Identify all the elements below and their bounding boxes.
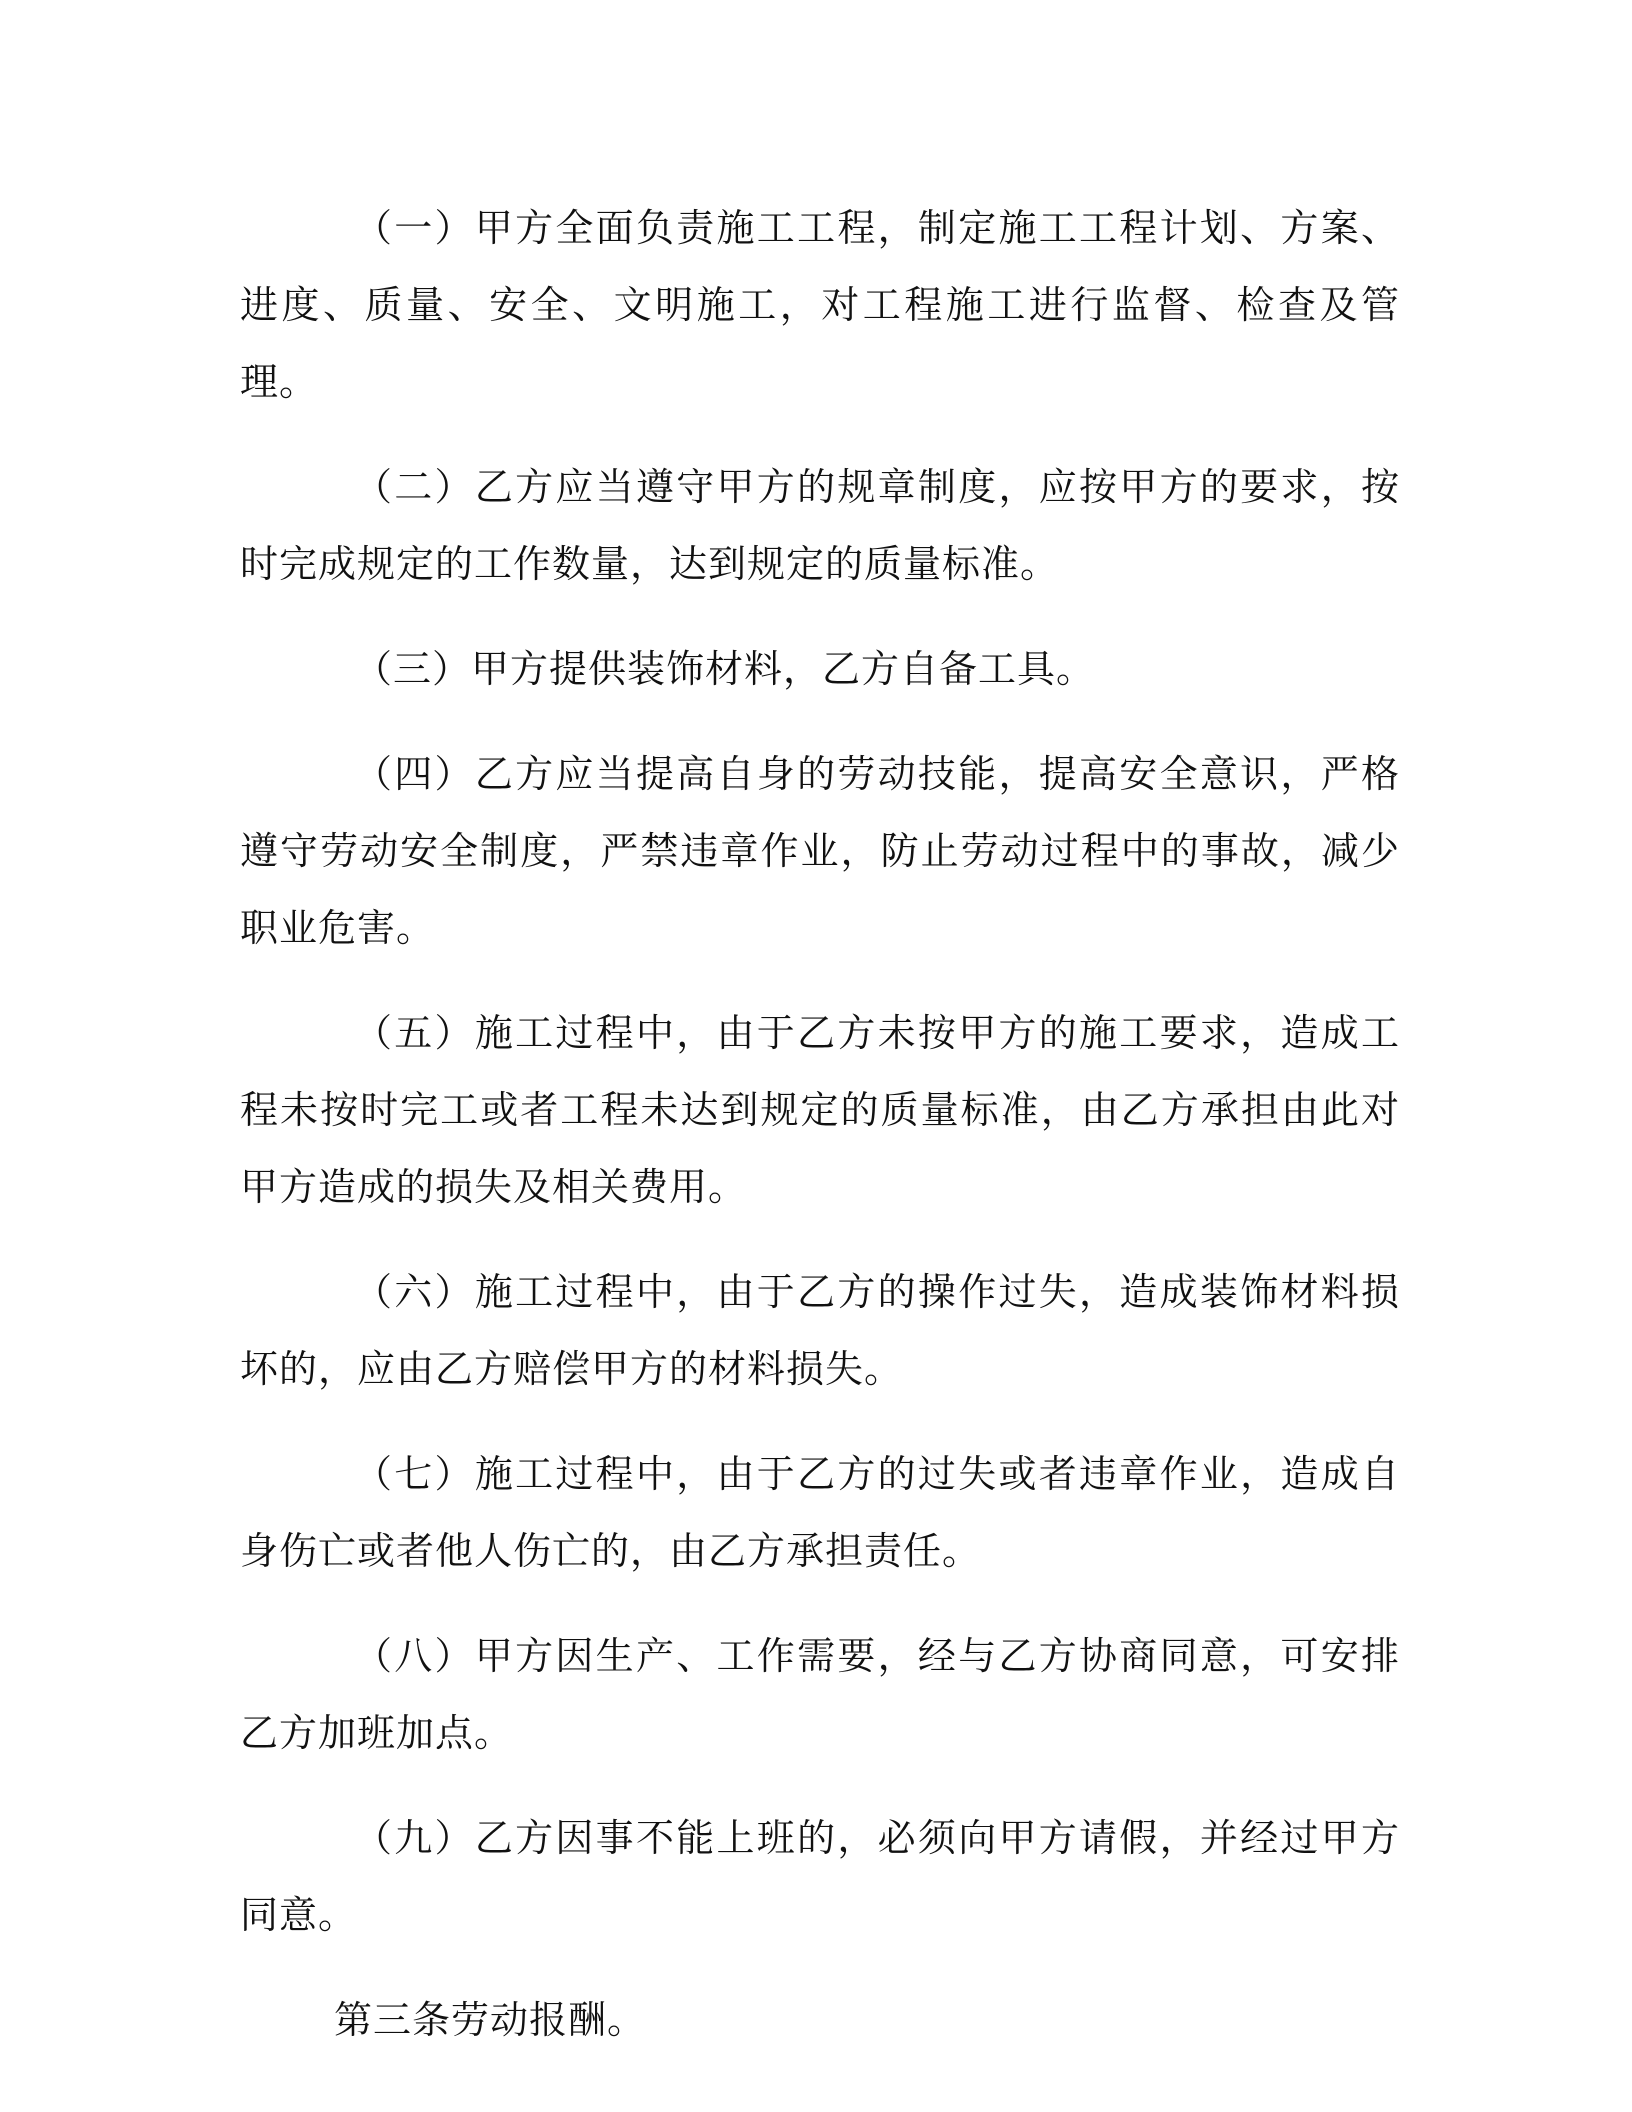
clause-9: （九）乙方因事不能上班的，必须向甲方请假，并经过甲方同意。 (240, 1816, 1400, 1937)
clause-2: （二）乙方应当遵守甲方的规章制度，应按甲方的要求，按时完成规定的工作数量，达到规定的质量标准。 (240, 465, 1400, 586)
clause-5: （五）施工过程中，由于乙方未按甲方的施工要求，造成工程未按时完工或者工程未达到规定的质量标准，由乙方承担由此对甲方造成的损失及相关费用。 (240, 1011, 1400, 1209)
clause-7: （七）施工过程中，由于乙方的过失或者违章作业，造成自身伤亡或者他人伤亡的，由乙方承担责任。 (240, 1452, 1400, 1573)
clause-1: （一）甲方全面负责施工工程，制定施工工程计划、方案、进度、质量、安全、文明施工，对工程施工进行监督、检查及管理。 (240, 206, 1400, 404)
document-body (240, 190, 1400, 2059)
section-heading: 第三条劳动报酬。 (334, 1998, 647, 2042)
clause-6: （六）施工过程中，由于乙方的操作过失，造成装饰材料损坏的，应由乙方赔偿甲方的材料损失。 (240, 1270, 1400, 1391)
clause-3: （三）甲方提供装饰材料，乙方自备工具。 (354, 647, 1096, 691)
clause-4: （四）乙方应当提高自身的劳动技能，提高安全意识，严格遵守劳动安全制度，严禁违章作业，防止劳动过程中的事故，减少职业危害。 (240, 752, 1400, 950)
clause-8: （八）甲方因生产、工作需要，经与乙方协商同意，可安排乙方加班加点。 (240, 1634, 1400, 1755)
